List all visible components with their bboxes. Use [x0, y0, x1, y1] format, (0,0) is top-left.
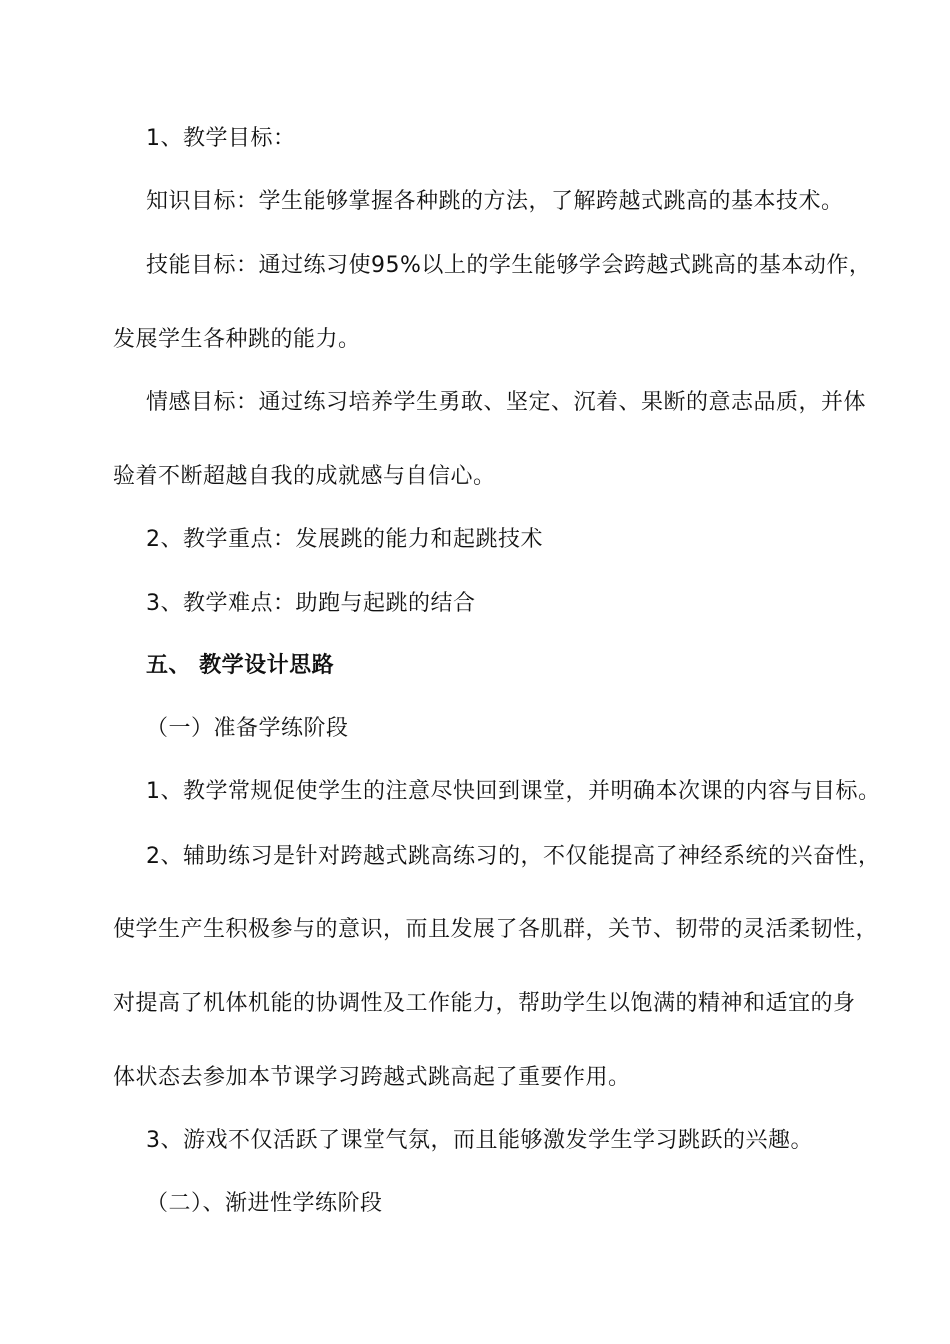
teaching-difficulty: 3、教学难点：助跑与起跳的结合	[146, 591, 476, 616]
subsection-heading-1: （一）准备学练阶段	[146, 716, 349, 741]
objectives-heading: 1、教学目标：	[146, 126, 296, 151]
paragraph-1: 1、教学常规促使学生的注意尽快回到课堂，并明确本次课的内容与目标。	[146, 779, 881, 804]
paragraph-2-continued-3: 体状态去参加本节课学习跨越式跳高起了重要作用。	[113, 1065, 631, 1090]
skill-objective: 技能目标：通过练习使95%以上的学生能够学会跨越式跳高的基本动作，	[146, 253, 872, 278]
paragraph-2: 2、辅助练习是针对跨越式跳高练习的，不仅能提高了神经系统的兴奋性，	[146, 844, 881, 869]
subsection-heading-2: （二）、渐进性学练阶段	[146, 1191, 383, 1216]
skill-objective-continued: 发展学生各种跳的能力。	[113, 327, 361, 352]
section-heading: 五、 教学设计思路	[146, 653, 335, 678]
emotion-objective: 情感目标：通过练习培养学生勇敢、坚定、沉着、果断的意志品质，并体	[146, 390, 867, 415]
paragraph-2-continued-2: 对提高了机体机能的协调性及工作能力，帮助学生以饱满的精神和适宜的身	[113, 991, 856, 1016]
teaching-focus: 2、教学重点：发展跳的能力和起跳技术	[146, 527, 543, 552]
paragraph-2-continued-1: 使学生产生积极参与的意识，而且发展了各肌群，关节、韧带的灵活柔韧性，	[113, 917, 879, 942]
emotion-objective-continued: 验着不断超越自我的成就感与自信心。	[113, 464, 496, 489]
paragraph-3: 3、游戏不仅活跃了课堂气氛，而且能够激发学生学习跳跃的兴趣。	[146, 1128, 813, 1153]
knowledge-objective: 知识目标：学生能够掌握各种跳的方法，了解跨越式跳高的基本技术。	[146, 189, 844, 214]
